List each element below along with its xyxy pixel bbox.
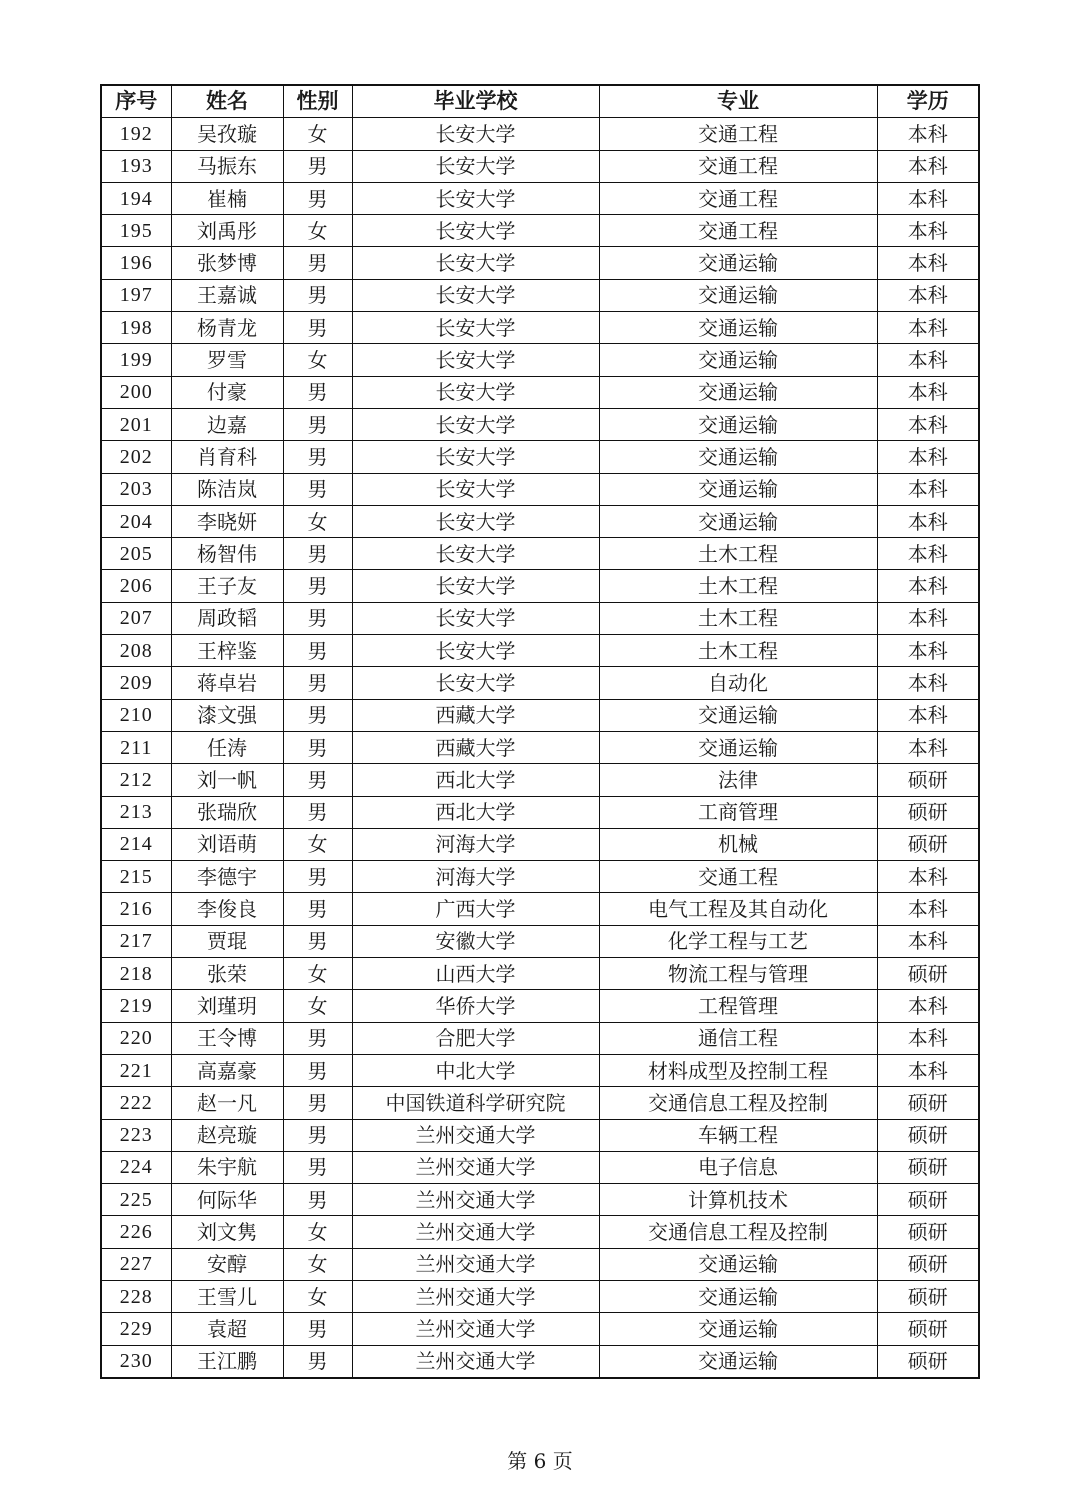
cell-school: 长安大学 (352, 247, 599, 279)
cell-name: 贾琨 (171, 925, 283, 957)
cell-serial: 194 (101, 182, 171, 214)
cell-name: 王梓鉴 (171, 635, 283, 667)
cell-major: 土木工程 (599, 538, 877, 570)
cell-name: 李俊良 (171, 893, 283, 925)
table-row (101, 1345, 979, 1378)
cell-degree: 硕研 (877, 1313, 979, 1345)
cell-school: 长安大学 (352, 312, 599, 344)
cell-school: 西藏大学 (352, 699, 599, 731)
cell-major: 交通运输 (599, 376, 877, 408)
cell-school: 兰州交通大学 (352, 1151, 599, 1183)
table-row (101, 958, 979, 990)
cell-serial: 221 (101, 1054, 171, 1086)
table-row (101, 312, 979, 344)
cell-gender: 男 (283, 635, 352, 667)
cell-school: 中北大学 (352, 1054, 599, 1086)
table-row (101, 247, 979, 279)
cell-gender: 男 (283, 473, 352, 505)
header-school: 毕业学校 (352, 85, 599, 118)
table-row (101, 1313, 979, 1345)
cell-serial: 199 (101, 344, 171, 376)
header-name: 姓名 (171, 85, 283, 118)
cell-degree: 本科 (877, 182, 979, 214)
cell-gender: 男 (283, 1054, 352, 1086)
table-row (101, 861, 979, 893)
cell-name: 高嘉豪 (171, 1054, 283, 1086)
cell-gender: 男 (283, 1022, 352, 1054)
table-header (101, 85, 979, 118)
table-row (101, 667, 979, 699)
cell-major: 自动化 (599, 667, 877, 699)
cell-school: 长安大学 (352, 408, 599, 440)
cell-name: 崔楠 (171, 182, 283, 214)
cell-gender: 男 (283, 925, 352, 957)
cell-major: 交通运输 (599, 505, 877, 537)
cell-major: 机械 (599, 828, 877, 860)
cell-gender: 女 (283, 990, 352, 1022)
cell-major: 材料成型及控制工程 (599, 1054, 877, 1086)
cell-major: 计算机技术 (599, 1184, 877, 1216)
cell-school: 安徽大学 (352, 925, 599, 957)
cell-school: 长安大学 (352, 150, 599, 182)
table-row (101, 1151, 979, 1183)
table-row (101, 925, 979, 957)
cell-gender: 男 (283, 667, 352, 699)
table-row (101, 731, 979, 763)
cell-degree: 本科 (877, 990, 979, 1022)
cell-degree: 本科 (877, 925, 979, 957)
cell-name: 付豪 (171, 376, 283, 408)
table-row (101, 538, 979, 570)
cell-gender: 男 (283, 538, 352, 570)
cell-name: 任涛 (171, 731, 283, 763)
cell-degree: 硕研 (877, 1248, 979, 1280)
cell-gender: 女 (283, 1280, 352, 1312)
cell-degree: 本科 (877, 1054, 979, 1086)
cell-name: 张瑞欣 (171, 796, 283, 828)
cell-gender: 女 (283, 1216, 352, 1248)
table-body (101, 118, 979, 1378)
cell-serial: 230 (101, 1345, 171, 1378)
cell-degree: 本科 (877, 602, 979, 634)
cell-degree: 本科 (877, 505, 979, 537)
cell-gender: 男 (283, 150, 352, 182)
cell-school: 长安大学 (352, 635, 599, 667)
cell-gender: 男 (283, 1151, 352, 1183)
cell-school: 长安大学 (352, 118, 599, 150)
table-row (101, 699, 979, 731)
cell-school: 长安大学 (352, 215, 599, 247)
cell-school: 长安大学 (352, 570, 599, 602)
cell-serial: 212 (101, 764, 171, 796)
cell-major: 交通运输 (599, 279, 877, 311)
cell-gender: 男 (283, 312, 352, 344)
cell-serial: 195 (101, 215, 171, 247)
cell-gender: 男 (283, 764, 352, 796)
table-row (101, 1087, 979, 1119)
header-major: 专业 (599, 85, 877, 118)
cell-school: 长安大学 (352, 538, 599, 570)
cell-major: 化学工程与工艺 (599, 925, 877, 957)
cell-degree: 本科 (877, 150, 979, 182)
cell-degree: 本科 (877, 570, 979, 602)
cell-degree: 本科 (877, 441, 979, 473)
cell-gender: 男 (283, 861, 352, 893)
cell-school: 长安大学 (352, 602, 599, 634)
table-row (101, 1248, 979, 1280)
table-row (101, 408, 979, 440)
table-row (101, 635, 979, 667)
cell-serial: 223 (101, 1119, 171, 1151)
cell-school: 兰州交通大学 (352, 1248, 599, 1280)
cell-degree: 硕研 (877, 1151, 979, 1183)
table-row (101, 1022, 979, 1054)
table-row (101, 279, 979, 311)
cell-gender: 男 (283, 1119, 352, 1151)
cell-degree: 本科 (877, 538, 979, 570)
cell-major: 交通工程 (599, 150, 877, 182)
cell-serial: 211 (101, 731, 171, 763)
cell-school: 广西大学 (352, 893, 599, 925)
cell-name: 刘一帆 (171, 764, 283, 796)
cell-serial: 200 (101, 376, 171, 408)
cell-major: 交通运输 (599, 247, 877, 279)
cell-serial: 220 (101, 1022, 171, 1054)
cell-degree: 本科 (877, 408, 979, 440)
cell-gender: 男 (283, 602, 352, 634)
cell-major: 工程管理 (599, 990, 877, 1022)
cell-serial: 225 (101, 1184, 171, 1216)
cell-degree: 本科 (877, 344, 979, 376)
cell-major: 交通运输 (599, 1345, 877, 1378)
header-serial: 序号 (101, 85, 171, 118)
cell-name: 陈洁岚 (171, 473, 283, 505)
cell-serial: 227 (101, 1248, 171, 1280)
cell-name: 刘语萌 (171, 828, 283, 860)
cell-major: 车辆工程 (599, 1119, 877, 1151)
cell-serial: 192 (101, 118, 171, 150)
cell-degree: 本科 (877, 635, 979, 667)
cell-major: 物流工程与管理 (599, 958, 877, 990)
cell-degree: 硕研 (877, 828, 979, 860)
cell-gender: 女 (283, 505, 352, 537)
cell-major: 交通运输 (599, 699, 877, 731)
cell-major: 交通工程 (599, 118, 877, 150)
cell-major: 交通运输 (599, 344, 877, 376)
cell-degree: 本科 (877, 247, 979, 279)
cell-school: 兰州交通大学 (352, 1313, 599, 1345)
table-row (101, 1216, 979, 1248)
cell-major: 土木工程 (599, 635, 877, 667)
cell-degree: 本科 (877, 215, 979, 247)
cell-serial: 229 (101, 1313, 171, 1345)
cell-major: 通信工程 (599, 1022, 877, 1054)
table-row (101, 764, 979, 796)
cell-major: 交通信息工程及控制 (599, 1216, 877, 1248)
cell-school: 长安大学 (352, 182, 599, 214)
cell-serial: 193 (101, 150, 171, 182)
cell-gender: 男 (283, 1087, 352, 1119)
table-row (101, 602, 979, 634)
cell-degree: 硕研 (877, 1184, 979, 1216)
cell-major: 交通运输 (599, 473, 877, 505)
cell-name: 李晓妍 (171, 505, 283, 537)
cell-name: 王嘉诚 (171, 279, 283, 311)
cell-major: 电气工程及其自动化 (599, 893, 877, 925)
cell-degree: 本科 (877, 699, 979, 731)
cell-degree: 硕研 (877, 1345, 979, 1378)
cell-degree: 硕研 (877, 1280, 979, 1312)
cell-gender: 男 (283, 731, 352, 763)
cell-gender: 女 (283, 118, 352, 150)
cell-name: 蒋卓岩 (171, 667, 283, 699)
cell-name: 刘禹彤 (171, 215, 283, 247)
cell-school: 长安大学 (352, 473, 599, 505)
table-row (101, 441, 979, 473)
cell-serial: 228 (101, 1280, 171, 1312)
table-row (101, 1119, 979, 1151)
cell-serial: 197 (101, 279, 171, 311)
cell-gender: 女 (283, 1248, 352, 1280)
cell-name: 张梦博 (171, 247, 283, 279)
cell-degree: 硕研 (877, 1119, 979, 1151)
cell-name: 王雪儿 (171, 1280, 283, 1312)
cell-serial: 215 (101, 861, 171, 893)
cell-gender: 男 (283, 182, 352, 214)
cell-gender: 男 (283, 408, 352, 440)
cell-gender: 男 (283, 247, 352, 279)
table-row (101, 118, 979, 150)
cell-serial: 217 (101, 925, 171, 957)
cell-degree: 本科 (877, 376, 979, 408)
table-row (101, 796, 979, 828)
cell-name: 李德宇 (171, 861, 283, 893)
cell-school: 长安大学 (352, 667, 599, 699)
cell-name: 杨智伟 (171, 538, 283, 570)
cell-name: 张荣 (171, 958, 283, 990)
cell-serial: 218 (101, 958, 171, 990)
cell-name: 王江鹏 (171, 1345, 283, 1378)
cell-major: 交通工程 (599, 215, 877, 247)
cell-degree: 本科 (877, 312, 979, 344)
header-row (101, 85, 979, 118)
cell-serial: 224 (101, 1151, 171, 1183)
header-degree: 学历 (877, 85, 979, 118)
cell-gender: 男 (283, 570, 352, 602)
cell-serial: 208 (101, 635, 171, 667)
cell-name: 刘文隽 (171, 1216, 283, 1248)
cell-serial: 205 (101, 538, 171, 570)
cell-name: 赵一凡 (171, 1087, 283, 1119)
cell-serial: 226 (101, 1216, 171, 1248)
cell-school: 中国铁道科学研究院 (352, 1087, 599, 1119)
cell-major: 交通信息工程及控制 (599, 1087, 877, 1119)
cell-school: 兰州交通大学 (352, 1345, 599, 1378)
table-row (101, 893, 979, 925)
cell-name: 周政韬 (171, 602, 283, 634)
cell-degree: 硕研 (877, 764, 979, 796)
cell-name: 朱宇航 (171, 1151, 283, 1183)
header-gender: 性别 (283, 85, 352, 118)
cell-school: 长安大学 (352, 344, 599, 376)
cell-school: 山西大学 (352, 958, 599, 990)
cell-major: 交通工程 (599, 182, 877, 214)
cell-degree: 硕研 (877, 1087, 979, 1119)
table-row (101, 828, 979, 860)
cell-degree: 硕研 (877, 958, 979, 990)
table-row (101, 505, 979, 537)
cell-major: 交通运输 (599, 1280, 877, 1312)
cell-school: 兰州交通大学 (352, 1216, 599, 1248)
cell-serial: 219 (101, 990, 171, 1022)
cell-serial: 201 (101, 408, 171, 440)
cell-gender: 男 (283, 376, 352, 408)
cell-degree: 本科 (877, 118, 979, 150)
table-row (101, 182, 979, 214)
cell-gender: 男 (283, 1184, 352, 1216)
cell-school: 长安大学 (352, 505, 599, 537)
cell-name: 安醇 (171, 1248, 283, 1280)
cell-name: 刘瑾玥 (171, 990, 283, 1022)
cell-name: 赵亮璇 (171, 1119, 283, 1151)
cell-major: 交通运输 (599, 408, 877, 440)
cell-serial: 204 (101, 505, 171, 537)
cell-major: 法律 (599, 764, 877, 796)
cell-name: 吴孜璇 (171, 118, 283, 150)
cell-name: 边嘉 (171, 408, 283, 440)
cell-gender: 女 (283, 958, 352, 990)
cell-serial: 216 (101, 893, 171, 925)
cell-school: 西藏大学 (352, 731, 599, 763)
cell-major: 电子信息 (599, 1151, 877, 1183)
cell-degree: 本科 (877, 731, 979, 763)
cell-major: 交通运输 (599, 1248, 877, 1280)
table-row (101, 150, 979, 182)
cell-degree: 本科 (877, 893, 979, 925)
cell-name: 何际华 (171, 1184, 283, 1216)
table-row (101, 344, 979, 376)
cell-school: 长安大学 (352, 376, 599, 408)
table-row (101, 1184, 979, 1216)
cell-name: 马振东 (171, 150, 283, 182)
cell-school: 兰州交通大学 (352, 1280, 599, 1312)
cell-serial: 222 (101, 1087, 171, 1119)
cell-name: 漆文强 (171, 699, 283, 731)
cell-gender: 男 (283, 441, 352, 473)
cell-degree: 本科 (877, 1022, 979, 1054)
cell-school: 合肥大学 (352, 1022, 599, 1054)
table-row (101, 1280, 979, 1312)
cell-major: 土木工程 (599, 602, 877, 634)
cell-name: 肖育科 (171, 441, 283, 473)
cell-degree: 本科 (877, 279, 979, 311)
cell-serial: 202 (101, 441, 171, 473)
cell-school: 兰州交通大学 (352, 1184, 599, 1216)
cell-school: 河海大学 (352, 828, 599, 860)
cell-degree: 硕研 (877, 796, 979, 828)
cell-degree: 本科 (877, 667, 979, 699)
cell-serial: 210 (101, 699, 171, 731)
cell-school: 兰州交通大学 (352, 1119, 599, 1151)
cell-gender: 男 (283, 893, 352, 925)
cell-serial: 207 (101, 602, 171, 634)
table-row (101, 473, 979, 505)
cell-serial: 209 (101, 667, 171, 699)
table-row (101, 1054, 979, 1086)
cell-degree: 本科 (877, 861, 979, 893)
table-row (101, 570, 979, 602)
cell-serial: 213 (101, 796, 171, 828)
cell-name: 罗雪 (171, 344, 283, 376)
cell-name: 王子友 (171, 570, 283, 602)
table-row (101, 215, 979, 247)
cell-gender: 男 (283, 796, 352, 828)
cell-serial: 206 (101, 570, 171, 602)
cell-degree: 本科 (877, 473, 979, 505)
cell-major: 交通运输 (599, 731, 877, 763)
cell-gender: 男 (283, 279, 352, 311)
cell-serial: 203 (101, 473, 171, 505)
page-number: 第 6 页 (507, 1449, 573, 1473)
cell-gender: 男 (283, 699, 352, 731)
cell-school: 长安大学 (352, 279, 599, 311)
cell-major: 工商管理 (599, 796, 877, 828)
table-row (101, 376, 979, 408)
cell-name: 袁超 (171, 1313, 283, 1345)
cell-serial: 214 (101, 828, 171, 860)
cell-serial: 198 (101, 312, 171, 344)
cell-degree: 硕研 (877, 1216, 979, 1248)
cell-school: 河海大学 (352, 861, 599, 893)
cell-major: 交通运输 (599, 1313, 877, 1345)
table-row (101, 990, 979, 1022)
cell-major: 交通运输 (599, 441, 877, 473)
cell-gender: 女 (283, 215, 352, 247)
cell-name: 王令博 (171, 1022, 283, 1054)
cell-serial: 196 (101, 247, 171, 279)
cell-school: 西北大学 (352, 764, 599, 796)
cell-school: 长安大学 (352, 441, 599, 473)
cell-gender: 男 (283, 1345, 352, 1378)
cell-gender: 女 (283, 828, 352, 860)
cell-major: 交通工程 (599, 861, 877, 893)
cell-major: 土木工程 (599, 570, 877, 602)
cell-school: 华侨大学 (352, 990, 599, 1022)
roster-table (100, 84, 980, 1379)
cell-name: 杨青龙 (171, 312, 283, 344)
cell-gender: 男 (283, 1313, 352, 1345)
cell-school: 西北大学 (352, 796, 599, 828)
cell-major: 交通运输 (599, 312, 877, 344)
cell-gender: 女 (283, 344, 352, 376)
